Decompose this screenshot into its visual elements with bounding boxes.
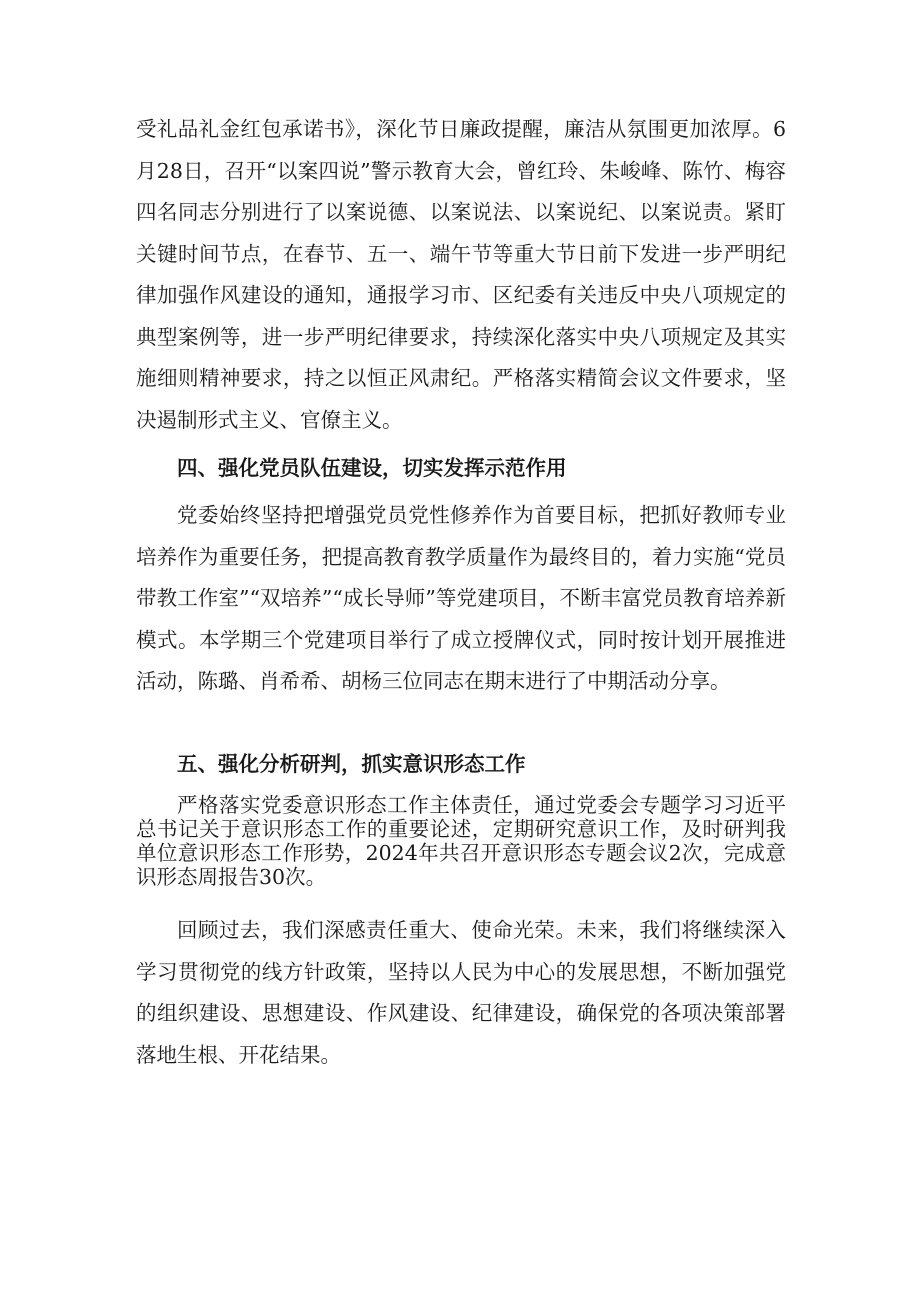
section-heading-5: 五、强化分析研判，抓实意识形态工作 (177, 752, 526, 776)
paragraph-discipline: 受礼品礼金红包承诺书》，深化节日廉政提醒，廉洁从氛围更加浓厚。6月28日，召开“以案四说”警示教育大会，曾红玲、朱峻峰、陈竹、梅容四名同志分别进行了以案说德、以案说法、以案说纪、以案说责。紧盯关键时间节点，在春节、五一、端午节等重大节日前下发进一步严明纪律加强作风建设的通知，通报学习市、区纪委有关违反中央八项规定的典型案例等，进一步严明纪律要求，持续深化落实中央八项规定及其实施细则精神要求，持之以恒正风肃纪。严格落实精简会议文件要求，坚决遏制形式主义、官僚主义。 (136, 117, 786, 432)
paragraph-ideology: 严格落实党委意识形态工作主体责任，通过党委会专题学习习近平总书记关于意识形态工作的重要论述，定期研究意识工作，及时研判我单位意识形态工作形势，2024年共召开意识形态专题会议2次，完成意识形态周报告30次。 (136, 793, 786, 889)
paragraph-party-members: 党委始终坚持把增强党员党性修养作为首要目标，把抓好教师专业培养作为重要任务，把提高教育教学质量作为最终目的，着力实施“党员带教工作室”“双培养”“成长导师”等党建项目，不断丰富党员教育培养新模式。本学期三个党建项目举行了成立授牌仪式，同时按计划开展推进活动，陈璐、肖希希、胡杨三位同志在期末进行了中期活动分享。 (136, 503, 786, 693)
section-heading-4: 四、强化党员队伍建设，切实发挥示范作用 (177, 456, 567, 480)
paragraph-closing: 回顾过去，我们深感责任重大、使命光荣。未来，我们将继续深入学习贯彻党的线方针政策，坚持以人民为中心的发展思想，不断加强党的组织建设、思想建设、作风建设、纪律建设，确保党的各项决策部署落地生根、开花结果。 (136, 918, 786, 1067)
